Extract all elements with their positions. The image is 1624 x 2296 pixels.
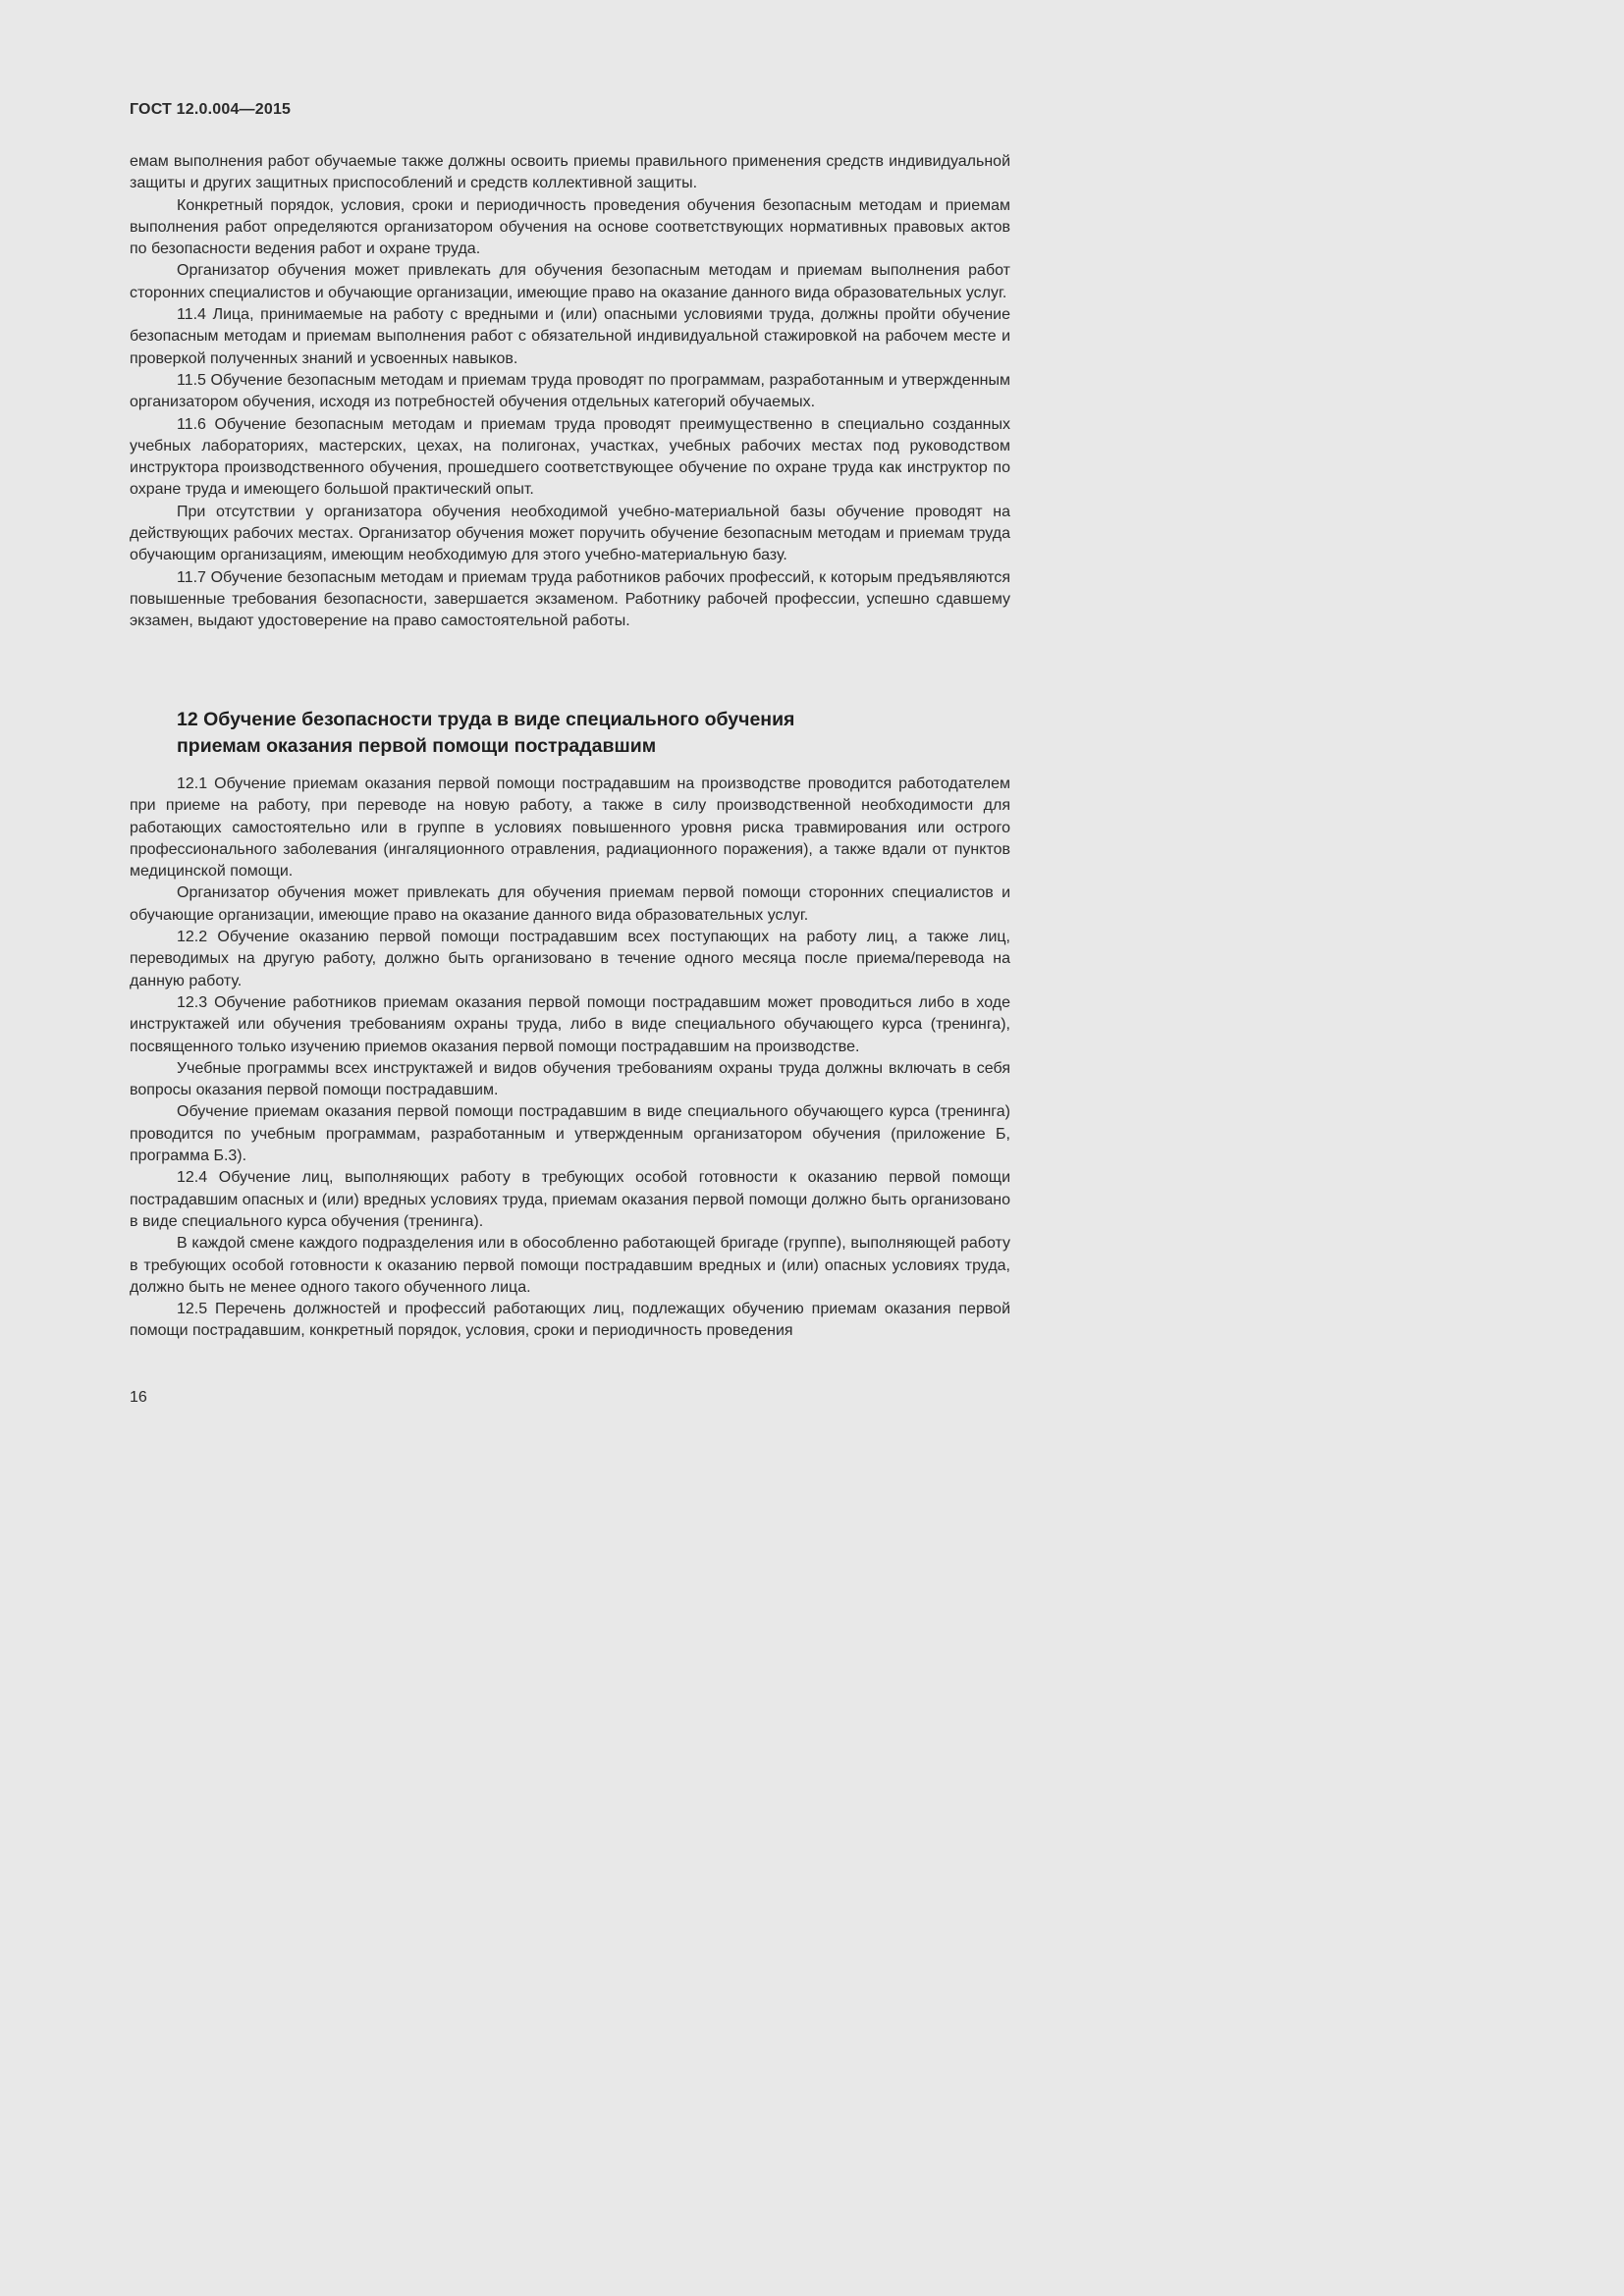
paragraph: Организатор обучения может привлекать для обучения безопасным методам и приемам выполнения работ сторонних специалистов и обучающие организации, имеющие право на оказание данного вида образовательных услуг. — [130, 262, 1010, 301]
paragraph: Учебные программы всех инструктажей и видов обучения требованиям охраны труда должны включать в себя вопросы оказания первой помощи пострадавшим. — [130, 1059, 1010, 1099]
paragraph-12-4: 12.4 Обучение лиц, выполняющих работу в требующих особой готовности к оказанию первой помощи пострадавшим опасных и (или) вредных условиях труда, приемам оказания первой помощи должно быть организовано в виде специального курса обучения (тренинга). — [130, 1169, 1010, 1230]
paragraph-12-2: 12.2 Обучение оказанию первой помощи пострадавшим всех поступающих на работу лиц, а также лиц, переводимых на другую работу, должно быть организовано в течение одного месяца после приема/перевода на данную работу. — [130, 929, 1010, 989]
paragraph: Конкретный порядок, условия, сроки и периодичность проведения обучения безопасным методам и приемам выполнения работ определяются организатором обучения на основе соответствующих нормативных правовых актов по безопасности ведения работ и охране труда. — [130, 196, 1010, 258]
paragraph: емам выполнения работ обучаемые также должны освоить приемы правильного применения средств индивидуальной защиты и других защитных приспособлений и средств коллективной защиты. — [130, 153, 1010, 192]
paragraph-12-3: 12.3 Обучение работников приемам оказания первой помощи пострадавшим может проводиться либо в ходе инструктажей или обучения требованиям охраны труда, либо в виде специального обучающего курса (тренинга), посвященного только изучению приемов оказания первой помощи пострадавшим на производстве. — [130, 993, 1010, 1055]
paragraph: При отсутствии у организатора обучения необходимой учебно-материальной базы обучение проводят на действующих рабочих местах. Организатор обучения может поручить обучение безопасным методам и приемам труда обучающим организациям, имеющим необходимую для этого учебно-материальную базу. — [130, 503, 1010, 564]
paragraph-11-7: 11.7 Обучение безопасным методам и приемам труда работников рабочих профессий, к которым предъявляются повышенные требования безопасности, завершается экзаменом. Работнику рабочей профессии, успешно сдавшему экзамен, выдают удостоверение на право самостоятельной работы. — [130, 568, 1010, 630]
section-12-body — [130, 774, 1010, 1343]
document-page — [0, 0, 1089, 1539]
paragraph-11-4: 11.4 Лица, принимаемые на работу с вредными и (или) опасными условиями труда, должны пройти обучение безопасным методам и приемам выполнения работ с обязательной индивидуальной стажировкой на рабочем месте и проверкой полученных знаний и усвоенных навыков. — [130, 306, 1010, 367]
section-11-continued — [130, 151, 1010, 633]
paragraph: В каждой смене каждого подразделения или в обособленно работающей бригаде (группе), выполняющей работу в требующих особой готовности к оказанию первой помощи пострадавшим вредных и (или) опасных условиях труда, должно быть не менее одного такого обученного лица. — [130, 1235, 1010, 1296]
section-12-heading-line-2: приемам оказания первой помощи пострадавшим — [177, 735, 657, 757]
paragraph: Обучение приемам оказания первой помощи пострадавшим в виде специального обучающего курса (тренинга) проводится по учебным программам, разработанным и утвержденным организатором обучения (приложение Б, программа Б.3). — [130, 1103, 1010, 1165]
paragraph-12-1: 12.1 Обучение приемам оказания первой помощи пострадавшим на производстве проводится работодателем при приеме на работу, при переводе на новую работу, а также в силу производственной необходимости для работающих самостоятельно или в группе в условиях повышенного уровня риска травмирования или острого профессионального заболевания (ингаляционного отравления, радиационного поражения), а также вдали от пунктов медицинской помощи. — [130, 775, 1010, 881]
section-12-heading — [177, 707, 982, 760]
paragraph: Организатор обучения может привлекать для обучения приемам первой помощи сторонних специалистов и обучающие организации, имеющие право на оказание данного вида образовательных услуг. — [130, 884, 1010, 924]
standard-code-header: ГОСТ 12.0.004—2015 — [130, 101, 292, 118]
section-12-heading-line-1: 12 Обучение безопасности труда в виде специального обучения — [177, 709, 795, 730]
paragraph-11-5: 11.5 Обучение безопасным методам и приемам труда проводят по программам, разработанным и утвержденным организатором обучения, исходя из потребностей обучения отдельных категорий обучаемых. — [130, 371, 1010, 411]
paragraph-12-5: 12.5 Перечень должностей и профессий работающих лиц, подлежащих обучению приемам оказания первой помощи пострадавшим, конкретный порядок, условия, сроки и периодичность проведения — [130, 1301, 1010, 1340]
paragraph-11-6: 11.6 Обучение безопасным методам и приемам труда проводят преимущественно в специально созданных учебных лабораториях, мастерских, цехах, на полигонах, участках, учебных рабочих местах под руководством инструктора производственного обучения, прошедшего соответствующее обучение по охране труда как инструктор по охране труда и имеющего большой практический опыт. — [130, 415, 1010, 499]
page-number: 16 — [130, 1389, 147, 1406]
